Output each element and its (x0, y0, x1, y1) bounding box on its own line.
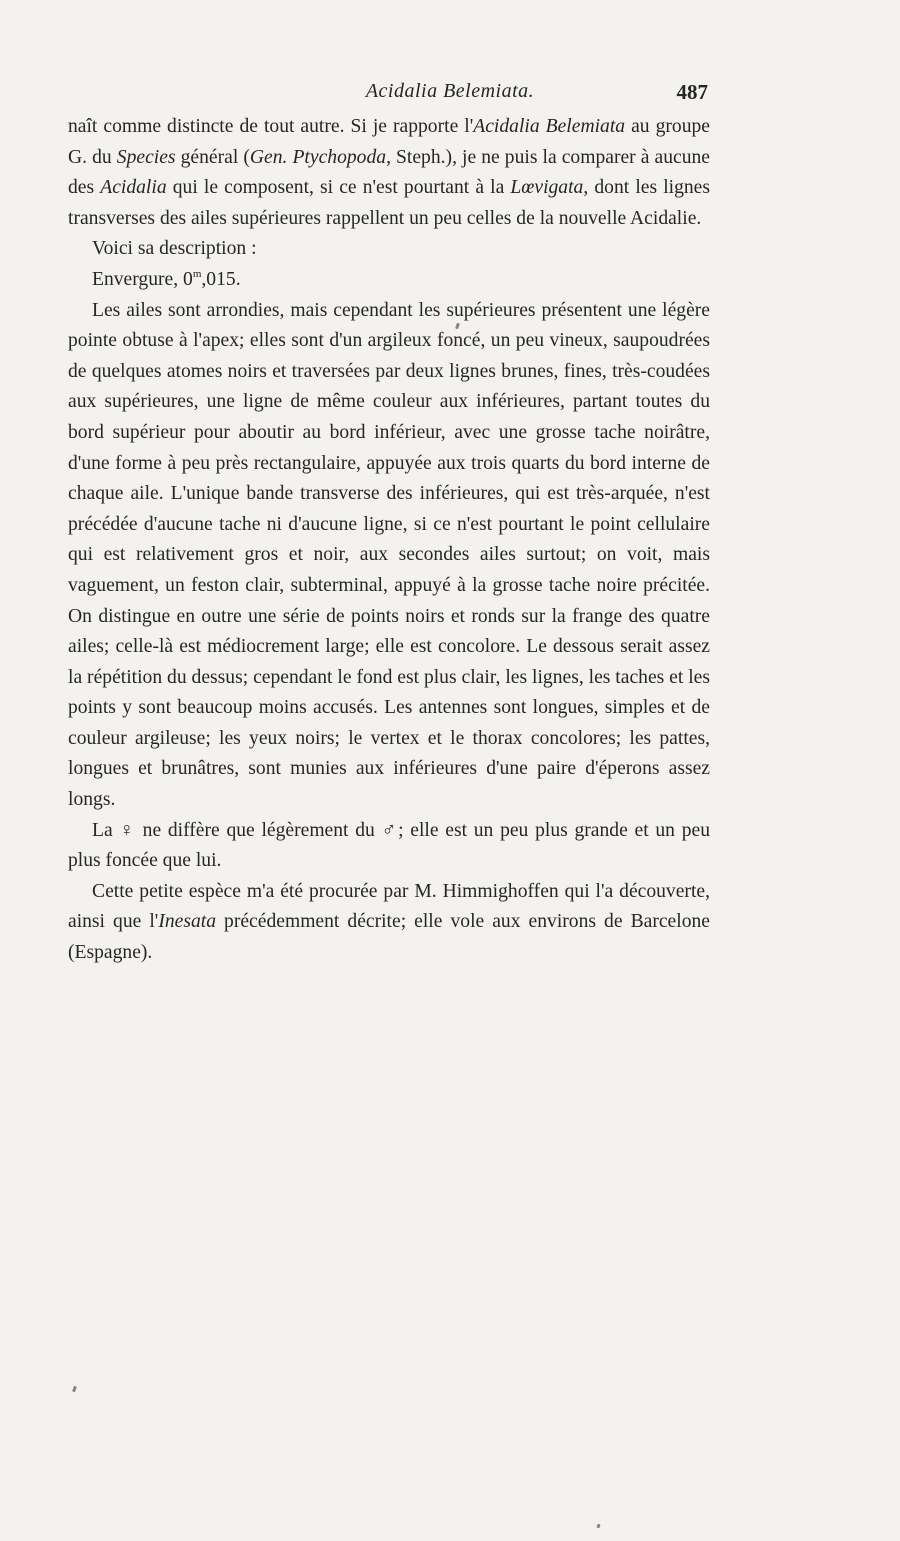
scan-speck (596, 1524, 600, 1529)
running-header (0, 80, 900, 110)
italic-term: Acidalia (100, 177, 167, 199)
text-run: , dont les lignes transverses des ailes supérieures rappellent un peu celles de la nouvelle Acidalie. (68, 177, 710, 229)
italic-term: Acidalia Belemiata (473, 116, 626, 137)
text-run: La ♀ ne diffère que légèrement du ♂; elle est un peu plus grande et un peu plus foncée que lui. (68, 819, 710, 872)
text-run: précédemment décrite; elle vole aux environs de Barcelone (Espagne). (68, 911, 710, 964)
scan-speck (72, 1386, 77, 1393)
paragraph-p4 (68, 296, 710, 816)
paragraph-p2 (68, 234, 710, 265)
page-number: 487 (676, 80, 708, 104)
paragraph-p1 (68, 112, 710, 234)
text-run: naît comme distincte de tout autre. Si je rapporte l' (68, 116, 474, 137)
text-run: au groupe G. du (68, 116, 710, 168)
italic-term: Species (116, 146, 176, 168)
text-run: Envergure, 0 (92, 268, 193, 290)
text-run: Voici sa description : (92, 238, 257, 260)
text-run: , Steph.), je ne puis la comparer à aucune des (68, 146, 710, 199)
running-title: Acidalia Belemiata. (365, 80, 535, 102)
body-text (68, 112, 710, 969)
text-run: qui le composent, si ce n'est pourtant à la (166, 177, 511, 199)
superscript: m (192, 267, 202, 280)
italic-term: Inesata (158, 911, 217, 933)
text-run: Cette petite espèce m'a été procurée par M. Himmighoffen qui l'a découverte, ainsi que l' (68, 880, 710, 933)
italic-term: Lœvigata (510, 177, 584, 199)
paragraph-p5 (68, 816, 710, 877)
text-run: ,015. (201, 268, 241, 290)
paragraph-p6 (68, 877, 710, 969)
italic-term: Gen. Ptychopoda (249, 146, 387, 168)
text-run: général ( (175, 146, 250, 168)
text-run: Les ailes sont arrondies, mais cependant les supérieures présentent une légère pointe obtuse à l'apex; elles sont d'un argileux foncé, un peu vineux, saupoudrées de quelques atomes noirs et traversées par deux lignes brunes, fines, très-coudées aux supérieures, une ligne de même couleur aux inférieures, partant toutes du bord supérieur pour aboutir au bord inférieur, avec une grosse tache noirâtre, d'une forme à peu près rectangulaire, appuyée aux trois quarts du bord interne de chaque aile. L'unique bande transverse des inférieures, qui est très-arquée, n'est précédée d'aucune tache ni d'aucune ligne, si ce n'est pourtant le point cellulaire qui est relativement gros et noir, aux secondes ailes surtout; on voit, mais vaguement, un feston clair, subterminal, appuyé à la grosse tache noire précitée. On distingue en outre une série de points noirs et ronds sur la frange des quatre ailes; celle-là est médiocrement large; elle est concolore. Le dessous serait assez la répétition du dessus; cependant le fond est plus clair, les lignes, les taches et les points y sont beaucoup moins accusés. Les antennes sont longues, simples et de couleur argileuse; les yeux noirs; le vertex et le thorax concolores; les pattes, longues et brunâtres, sont munies aux inférieures d'une paire d'éperons assez longs. (68, 299, 710, 811)
paragraph-p3 (68, 265, 710, 296)
